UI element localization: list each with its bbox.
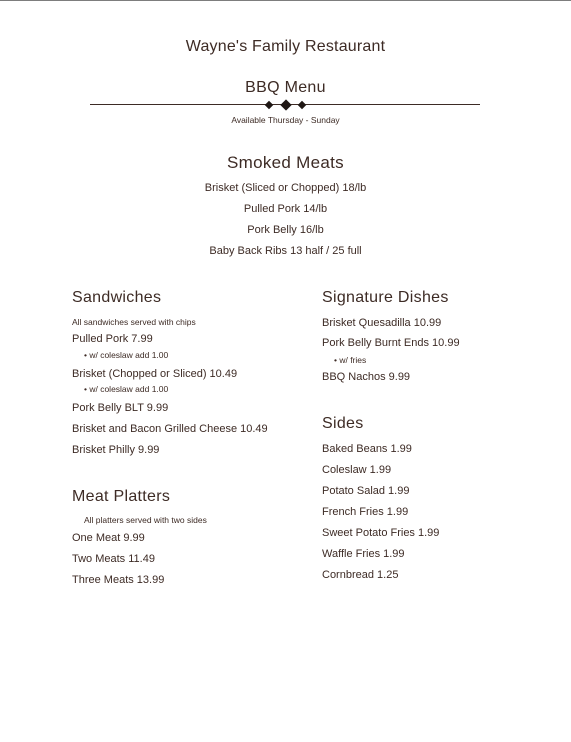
- smoked-meats-heading: Smoked Meats: [227, 153, 344, 172]
- diamond-icon: [280, 99, 291, 110]
- menu-item: Baby Back Ribs 13 half / 25 full: [209, 245, 362, 257]
- diamond-ornament: [0, 99, 571, 110]
- menu-item: Cornbread 1.25: [322, 569, 399, 581]
- menu-page: [0, 1, 571, 742]
- diamond-icon: [265, 101, 273, 109]
- menu-item: One Meat 9.99: [72, 532, 145, 544]
- menu-item: Two Meats 11.49: [72, 553, 155, 565]
- smoked-meats-list: [0, 181, 571, 265]
- menu-item: Brisket (Sliced or Chopped) 18/lb: [204, 182, 367, 194]
- menu-item: Brisket Philly 9.99: [72, 444, 160, 456]
- menu-item: Pork Belly BLT 9.99: [72, 402, 169, 414]
- sandwiches-note: All sandwiches served with chips: [72, 317, 196, 327]
- menu-item: Pork Belly Burnt Ends 10.99: [322, 337, 460, 349]
- restaurant-name: Wayne's Family Restaurant: [185, 38, 386, 55]
- menu-item: Pulled Pork 7.99: [72, 333, 153, 345]
- menu-item: Brisket Quesadilla 10.99: [322, 317, 442, 329]
- meat-platters-heading: Meat Platters: [72, 488, 171, 505]
- availability-note: Available Thursday - Sunday: [231, 115, 340, 125]
- diamond-icon: [298, 101, 306, 109]
- menu-item: Pulled Pork 14/lb: [243, 203, 328, 215]
- menu-item: Baked Beans 1.99: [322, 443, 412, 455]
- menu-item: Brisket and Bacon Grilled Cheese 10.49: [72, 423, 268, 435]
- signature-dishes-heading: Signature Dishes: [322, 289, 449, 306]
- meat-platters-note: All platters served with two sides: [84, 515, 207, 525]
- sandwiches-heading: Sandwiches: [72, 289, 162, 306]
- menu-item: Brisket (Chopped or Sliced) 10.49: [72, 368, 238, 380]
- menu-item: Coleslaw 1.99: [322, 464, 392, 476]
- menu-item-option: • w/ coleslaw add 1.00: [84, 350, 169, 360]
- menu-item: Pork Belly 16/lb: [247, 224, 324, 236]
- sides-heading: Sides: [322, 415, 364, 432]
- menu-item: BBQ Nachos 9.99: [322, 371, 411, 383]
- menu-item-option: • w/ fries: [334, 355, 367, 365]
- menu-item: Sweet Potato Fries 1.99: [322, 527, 440, 539]
- menu-item: Three Meats 13.99: [72, 574, 165, 586]
- menu-item: French Fries 1.99: [322, 506, 409, 518]
- menu-item-option: • w/ coleslaw add 1.00: [84, 384, 169, 394]
- menu-item: Potato Salad 1.99: [322, 485, 410, 497]
- menu-item: Waffle Fries 1.99: [322, 548, 405, 560]
- menu-title: BBQ Menu: [245, 79, 326, 96]
